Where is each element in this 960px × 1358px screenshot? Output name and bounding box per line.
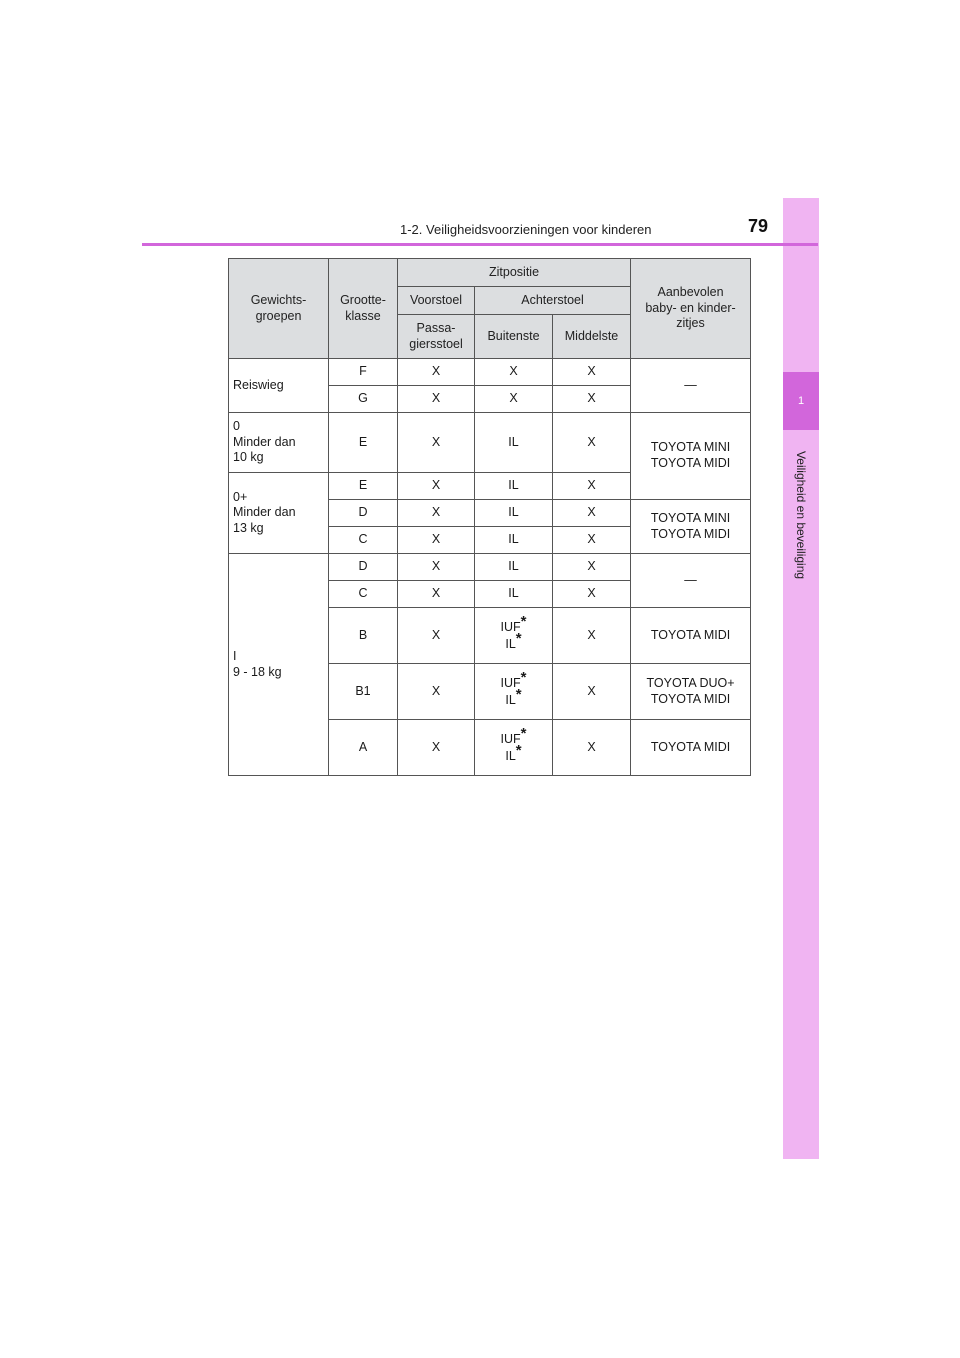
- middle-cell: X: [553, 473, 631, 500]
- middle-cell: X: [553, 608, 631, 664]
- outer-cell: [475, 608, 553, 664]
- header-size-class: Grootte- klasse: [329, 259, 398, 359]
- outer-value-iuf: IUF: [500, 675, 521, 690]
- recommended-cell: TOYOTA DUO+ TOYOTA MIDI: [631, 664, 751, 720]
- outer-value-iuf: IUF: [500, 619, 521, 634]
- middle-cell: X: [553, 554, 631, 581]
- weight-group-cell: I 9 - 18 kg: [229, 554, 329, 776]
- middle-cell: X: [553, 581, 631, 608]
- table-row: [229, 554, 751, 581]
- front-cell: X: [398, 664, 475, 720]
- footnote-asterisk-icon: *: [515, 629, 522, 647]
- middle-cell: X: [553, 500, 631, 527]
- front-cell: X: [398, 720, 475, 776]
- size-cell: E: [329, 473, 398, 500]
- recommended-cell: TOYOTA MINI TOYOTA MIDI: [631, 500, 751, 554]
- weight-group-cell: 0+ Minder dan 13 kg: [229, 473, 329, 554]
- header-passenger-seat: Passa- giersstoel: [398, 315, 475, 359]
- middle-cell: X: [553, 664, 631, 720]
- middle-cell: X: [553, 527, 631, 554]
- size-cell: B: [329, 608, 398, 664]
- outer-cell: IL: [475, 500, 553, 527]
- section-title: 1-2. Veiligheidsvoorzieningen voor kinderen: [400, 222, 652, 237]
- middle-cell: X: [553, 386, 631, 413]
- header-seat-position: Zitpositie: [398, 259, 631, 287]
- middle-cell: X: [553, 720, 631, 776]
- table-row: [229, 413, 751, 473]
- recommended-cell: TOYOTA MINI TOYOTA MIDI: [631, 413, 751, 500]
- chapter-number: 1: [797, 395, 805, 407]
- front-cell: X: [398, 386, 475, 413]
- size-cell: E: [329, 413, 398, 473]
- weight-group-cell: 0 Minder dan 10 kg: [229, 413, 329, 473]
- header-outer: Buitenste: [475, 315, 553, 359]
- outer-value-iuf: IUF: [500, 731, 521, 746]
- page-number: 79: [748, 216, 769, 236]
- footnote-asterisk-icon: *: [515, 741, 522, 759]
- outer-cell: IL: [475, 581, 553, 608]
- chapter-number-badge: [783, 372, 819, 430]
- size-cell: C: [329, 527, 398, 554]
- table-row: [229, 359, 751, 386]
- weight-group-cell: Reiswieg: [229, 359, 329, 413]
- size-cell: A: [329, 720, 398, 776]
- front-cell: X: [398, 359, 475, 386]
- front-cell: X: [398, 527, 475, 554]
- middle-cell: X: [553, 413, 631, 473]
- outer-value-il: IL: [505, 692, 516, 707]
- outer-value-il: IL: [505, 636, 516, 651]
- recommended-cell: TOYOTA MIDI: [631, 608, 751, 664]
- outer-cell: IL: [475, 413, 553, 473]
- outer-cell: [475, 664, 553, 720]
- footnote-asterisk-icon: *: [520, 724, 527, 742]
- header-rear-seat: Achterstoel: [475, 287, 631, 315]
- footnote-asterisk-icon: *: [520, 668, 527, 686]
- child-seat-table: [228, 258, 751, 776]
- front-cell: X: [398, 500, 475, 527]
- outer-value-il: IL: [505, 748, 516, 763]
- recommended-cell: —: [631, 554, 751, 608]
- outer-cell: IL: [475, 527, 553, 554]
- middle-cell: X: [553, 359, 631, 386]
- header-middle: Middelste: [553, 315, 631, 359]
- chapter-side-tab: [783, 198, 819, 1159]
- size-cell: F: [329, 359, 398, 386]
- chapter-label: Veiligheid en beveiliging: [794, 450, 808, 580]
- recommended-cell: TOYOTA MIDI: [631, 720, 751, 776]
- recommended-cell: —: [631, 359, 751, 413]
- header-recommended: Aanbevolen baby- en kinder- zitjes: [631, 259, 751, 359]
- size-cell: C: [329, 581, 398, 608]
- size-cell: B1: [329, 664, 398, 720]
- outer-cell: IL: [475, 473, 553, 500]
- outer-cell: [475, 720, 553, 776]
- front-cell: X: [398, 554, 475, 581]
- header-front-seat: Voorstoel: [398, 287, 475, 315]
- footnote-asterisk-icon: *: [515, 685, 522, 703]
- outer-cell: X: [475, 386, 553, 413]
- front-cell: X: [398, 413, 475, 473]
- front-cell: X: [398, 608, 475, 664]
- front-cell: X: [398, 473, 475, 500]
- header-divider: [142, 243, 818, 246]
- footnote-asterisk-icon: *: [520, 612, 527, 630]
- front-cell: X: [398, 581, 475, 608]
- header-weight-group: Gewichts- groepen: [229, 259, 329, 359]
- size-cell: D: [329, 500, 398, 527]
- outer-cell: X: [475, 359, 553, 386]
- outer-cell: IL: [475, 554, 553, 581]
- size-cell: D: [329, 554, 398, 581]
- size-cell: G: [329, 386, 398, 413]
